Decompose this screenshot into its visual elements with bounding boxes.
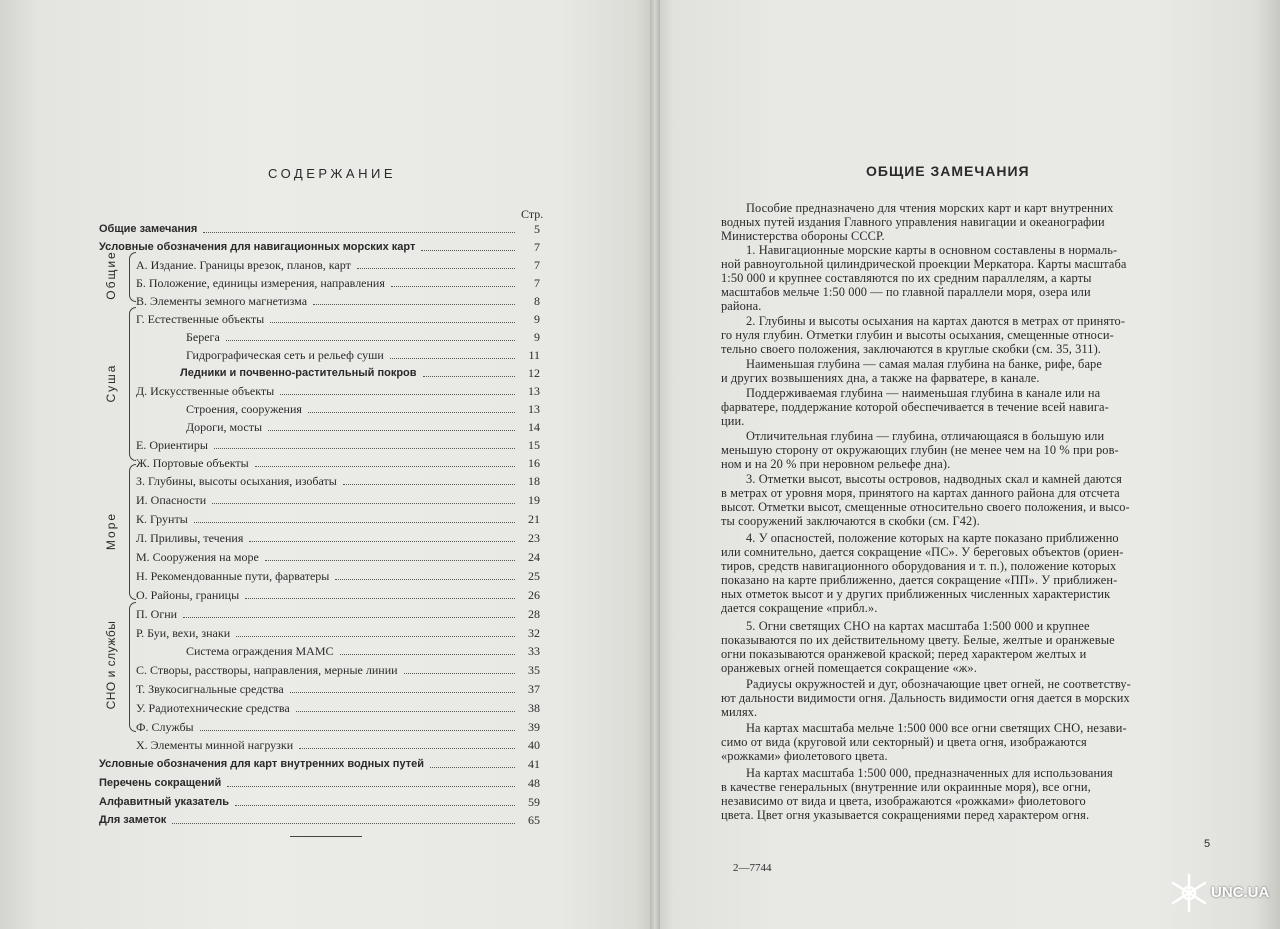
body-line: района.: [721, 299, 762, 313]
toc-entry-label: Гидрографическая сеть и рельеф суши: [186, 348, 384, 362]
toc-entry-label: З. Глубины, высоты осыхания, изобаты: [136, 474, 337, 488]
body-line: ют дальности видимости огня. Дальность видимости огня дается в морских: [721, 691, 1130, 705]
body-line: ции.: [721, 414, 745, 428]
body-line: оранжевых огней помещается сокращение «ж».: [721, 661, 977, 675]
toc-entry-label: Д. Искусственные объекты: [136, 384, 275, 398]
toc-dot-leader: [183, 607, 515, 618]
toc-dot-leader: [249, 531, 515, 542]
toc-entry-label: Т. Звукосигнальные средства: [136, 682, 284, 696]
toc-entry-label: П. Огни: [136, 607, 178, 621]
watermark-text: UNC.UA: [1211, 884, 1270, 901]
toc-entry-page: 28: [528, 607, 540, 621]
body-line: ном и на 20 % при неровном рельефе дна).: [721, 457, 951, 471]
toc-dot-leader: [404, 663, 515, 674]
body-line: дается сокращение «прибл.».: [721, 601, 878, 615]
toc-entry: [0, 550, 545, 564]
toc-entry-label: Ф. Службы: [136, 720, 194, 734]
body-line: милях.: [721, 705, 758, 719]
toc-entry-label: Строения, сооружения: [186, 402, 302, 416]
body-line: Министерства обороны СССР.: [721, 229, 885, 243]
toc-entry-page: 32: [528, 626, 540, 640]
body-line: меньшую сторону от окружающих глубин (не менее чем на 10 % при ров-: [721, 443, 1119, 457]
toc-dot-leader: [226, 330, 515, 341]
body-line: 1. Навигационные морские карты в основном составлены в нормаль-: [746, 243, 1118, 257]
toc-entry-label: С. Створы, расстворы, направления, мерные линии: [136, 663, 398, 677]
toc-entry-page: 23: [528, 531, 540, 545]
body-line: тельно своего положения, заключаются в круглые скобки (см. 35, 311).: [721, 342, 1101, 356]
toc-entry: [0, 258, 545, 272]
toc-entry-page: 5: [534, 222, 540, 236]
toc-entry-label: К. Грунты: [136, 512, 188, 526]
toc-entry: [0, 366, 545, 380]
body-line: в качестве генеральных (внутренние или окраинные моря), все огни,: [721, 780, 1091, 794]
toc-entry-page: 18: [528, 474, 540, 488]
body-line: тиров, средств навигационного оборудования и т. п.), положение которых: [721, 559, 1117, 573]
body-line: цвета. Цвет огня указывается сокращениями перед характером огня.: [721, 808, 1090, 822]
toc-entry: [0, 720, 545, 734]
toc-entry-page: 7: [534, 258, 540, 272]
section-label-susha: Суша: [104, 363, 118, 403]
toc-end-rule: [290, 836, 362, 837]
toc-entry-label: Берега: [186, 330, 220, 344]
body-line: фарватере, поддержание которой обеспечивается в течение всей навига-: [721, 400, 1109, 414]
body-line: огни показываются оранжевой краской; перед характером желтых и: [721, 647, 1087, 661]
toc-dot-leader: [299, 738, 515, 749]
toc-entry-label: Б. Положение, единицы измерения, направления: [136, 276, 385, 290]
toc-dot-leader: [296, 701, 515, 712]
toc-entry-page: 7: [534, 240, 540, 254]
toc-entry-page: 12: [528, 366, 540, 380]
toc-entry-label: Ледники и почвенно-растительный покров: [180, 367, 417, 379]
section-bracket-susha: [129, 307, 136, 461]
toc-entry-page: 21: [528, 512, 540, 526]
body-line: показано на карте приближенно, дается сокращение «ПП». У приближен-: [721, 573, 1118, 587]
section-label-obshchie: Общие: [104, 250, 118, 300]
toc-entry-page: 41: [528, 757, 540, 771]
toc-entry: [0, 456, 545, 470]
toc-dot-leader: [203, 222, 515, 233]
toc-entry-label: Для заметок: [99, 814, 167, 826]
toc-entry-label: Условные обозначения для навигационных морских карт: [99, 241, 416, 253]
toc-page-header: Стр.: [521, 207, 544, 221]
body-line: ных отметок высот и у других приближенных численных характеристик: [721, 587, 1111, 601]
toc-entry-page: 38: [528, 701, 540, 715]
toc-dot-leader: [214, 438, 515, 449]
toc-entry-page: 26: [528, 588, 540, 602]
body-line: Отличительная глубина — глубина, отличающаяся в большую или: [746, 429, 1105, 443]
body-line: На картах масштаба 1:500 000, предназначенных для использования: [746, 766, 1113, 780]
toc-entry-page: 39: [528, 720, 540, 734]
toc-dot-leader: [430, 757, 515, 768]
toc-entry: [0, 588, 545, 602]
body-line: 1:50 000 и крупнее составляются по их средним параллелям, а карты: [721, 271, 1092, 285]
toc-entry-label: Общие замечания: [99, 223, 198, 235]
toc-entry: [0, 493, 545, 507]
section-bracket-obshchie: [129, 252, 136, 302]
toc-dot-leader: [265, 550, 515, 561]
body-line: На картах масштаба мельче 1:500 000 все огни светящих СНО, незави-: [746, 721, 1127, 735]
toc-entry-page: 13: [528, 384, 540, 398]
body-line: го нуля глубин. Отметки глубин и высоты осыхания, смещенные относи-: [721, 328, 1114, 342]
toc-entry: [0, 569, 545, 583]
toc-entry: [0, 663, 545, 677]
toc-entry-label: Х. Элементы минной нагрузки: [136, 738, 294, 752]
toc-entry-label: О. Районы, границы: [136, 588, 240, 602]
toc-entry: [0, 402, 545, 416]
page-number: 5: [1204, 838, 1211, 850]
toc-entry: [0, 682, 545, 696]
toc-dot-leader: [245, 588, 515, 599]
toc-entry-page: 13: [528, 402, 540, 416]
toc-entry: [0, 240, 545, 254]
toc-entry-page: 14: [528, 420, 540, 434]
toc-entry: [0, 644, 545, 658]
body-line: ты сооружений заключаются в скобки (см. Г42).: [721, 514, 980, 528]
toc-dot-leader: [343, 474, 515, 485]
toc-entry-page: 9: [534, 330, 540, 344]
toc-entry-page: 11: [528, 348, 540, 362]
toc-entry-label: А. Издание. Границы врезок, планов, карт: [136, 258, 351, 272]
toc-entry-page: 16: [528, 456, 540, 470]
body-line: Поддерживаемая глубина — наименьшая глубина в канале или на: [746, 386, 1101, 400]
toc-dot-leader: [290, 682, 515, 693]
body-line: масштабов мельче 1:50 000 — по главной параллели моря, озера или: [721, 285, 1091, 299]
toc-dot-leader: [236, 626, 515, 637]
toc-entry-label: Н. Рекомендованные пути, фарватеры: [136, 569, 330, 583]
toc-entry: [0, 776, 545, 790]
toc-dot-leader: [194, 512, 515, 523]
body-line: или сомнительно, дается сокращение «ПС». У береговых объектов (ориен-: [721, 545, 1124, 559]
body-line: ной равноугольной цилиндрической проекции Меркатора. Карты масштаба: [721, 257, 1127, 271]
toc-entry-page: 33: [528, 644, 540, 658]
toc-dot-leader: [280, 384, 515, 395]
toc-entry-page: 59: [528, 795, 540, 809]
body-line: Наименьшая глубина — самая малая глубина на банке, рифе, баре: [746, 357, 1102, 371]
toc-dot-leader: [212, 493, 515, 504]
watermark-logo-icon: [1168, 871, 1210, 915]
toc-entry: [0, 312, 545, 326]
toc-entry-label: М. Сооружения на море: [136, 550, 259, 564]
body-line: 4. У опасностей, положение которых на карте показано приближенно: [746, 531, 1119, 545]
toc-entry-label: Система ограждения МАМС: [186, 644, 334, 658]
section-label-sno: СНО и службы: [104, 620, 118, 710]
toc-entry-page: 48: [528, 776, 540, 790]
toc-dot-leader: [391, 276, 515, 287]
toc-dot-leader: [423, 366, 515, 377]
body-line: «рожками» фиолетового цвета.: [721, 749, 888, 763]
toc-entry: [0, 330, 545, 344]
body-line: симо от вида (круговой или секторный) и цвета огня, изображаются: [721, 735, 1087, 749]
toc-entry-label: Ж. Портовые объекты: [136, 456, 249, 470]
toc-entry-label: Алфавитный указатель: [99, 796, 230, 808]
toc-entry-label: Дороги, мосты: [186, 420, 263, 434]
toc-dot-leader: [200, 720, 515, 731]
section-label-more: Море: [104, 511, 118, 551]
body-line: независимо от вида и цвета, изображаются «рожками» фиолетового: [721, 794, 1086, 808]
toc-entry-label: И. Опасности: [136, 493, 207, 507]
toc-dot-leader: [340, 644, 515, 655]
toc-entry-page: 9: [534, 312, 540, 326]
toc-entry-page: 25: [528, 569, 540, 583]
body-line: водных путей издания Главного управления навигации и океанографии: [721, 215, 1105, 229]
toc-entry-page: 24: [528, 550, 540, 564]
toc-dot-leader: [357, 258, 515, 269]
toc-entry: [0, 438, 545, 452]
toc-dot-leader: [172, 813, 515, 824]
body-line: в метрах от уровня моря, принятого на картах данного района для отсчета: [721, 486, 1120, 500]
section-bracket-sno: [129, 602, 136, 732]
toc-entry: [0, 626, 545, 640]
body-line: Пособие предназначено для чтения морских карт и карт внутренних: [746, 201, 1114, 215]
toc-entry-label: Г. Естественные объекты: [136, 312, 265, 326]
general-remarks-title: ОБЩИЕ ЗАМЕЧАНИЯ: [866, 163, 1030, 179]
toc-dot-leader: [421, 240, 515, 251]
toc-dot-leader: [313, 294, 515, 305]
toc-entry-label: Е. Ориентиры: [136, 438, 208, 452]
body-line: высот. Отметки высот, смещенные относительно своего положения, и высо-: [721, 500, 1130, 514]
toc-entry: [0, 813, 545, 827]
toc-entry-page: 8: [534, 294, 540, 308]
toc-entry-page: 65: [528, 813, 540, 827]
toc-entry-page: 19: [528, 493, 540, 507]
toc-entry: [0, 531, 545, 545]
toc-entry: [0, 420, 545, 434]
toc-entry-page: 15: [528, 438, 540, 452]
toc-entry-page: 40: [528, 738, 540, 752]
toc-entry: [0, 795, 545, 809]
toc-entry-label: Условные обозначения для карт внутренних водных путей: [99, 758, 424, 770]
toc-dot-leader: [390, 348, 515, 359]
toc-entry: [0, 294, 545, 308]
toc-entry: [0, 607, 545, 621]
toc-entry-page: 7: [534, 276, 540, 290]
toc-title: СОДЕРЖАНИЕ: [268, 166, 397, 181]
toc-entry-label: У. Радиотехнические средства: [136, 701, 290, 715]
toc-entry: [0, 701, 545, 715]
toc-dot-leader: [255, 456, 515, 467]
toc-entry-page: 35: [528, 663, 540, 677]
body-line: Радиусы окружностей и дуг, обозначающие цвет огней, не соответству-: [746, 677, 1131, 691]
body-line: 3. Отметки высот, высоты островов, надводных скал и камней даются: [746, 472, 1122, 486]
toc-entry: [0, 222, 545, 236]
toc-entry-label: Р. Буи, вехи, знаки: [136, 626, 231, 640]
body-line: показываются по их действительному цвету. Белые, желтые и оранжевые: [721, 633, 1115, 647]
book-spine: [650, 0, 660, 929]
section-bracket-more: [129, 464, 136, 600]
toc-entry: [0, 348, 545, 362]
toc-entry-page: 37: [528, 682, 540, 696]
body-line: 5. Огни светящих СНО на картах масштаба 1:500 000 и крупнее: [746, 619, 1090, 633]
toc-dot-leader: [335, 569, 515, 580]
toc-entry: [0, 384, 545, 398]
body-line: и других возвышениях дна, а также на фарватере, в канале.: [721, 371, 1040, 385]
toc-entry: [0, 738, 545, 752]
toc-entry: [0, 512, 545, 526]
toc-entry: [0, 276, 545, 290]
toc-dot-leader: [235, 795, 515, 806]
body-line: 2. Глубины и высоты осыхания на картах даются в метрах от принято-: [746, 314, 1126, 328]
print-code: 2—7744: [733, 862, 772, 874]
toc-entry-label: Л. Приливы, течения: [136, 531, 244, 545]
toc-entry-label: В. Элементы земного магнетизма: [136, 294, 308, 308]
toc-entry: [0, 757, 545, 771]
toc-entry: [0, 474, 545, 488]
toc-dot-leader: [270, 312, 515, 323]
toc-dot-leader: [268, 420, 515, 431]
toc-dot-leader: [308, 402, 515, 413]
toc-entry-label: Перечень сокращений: [99, 777, 222, 789]
toc-dot-leader: [227, 776, 515, 787]
